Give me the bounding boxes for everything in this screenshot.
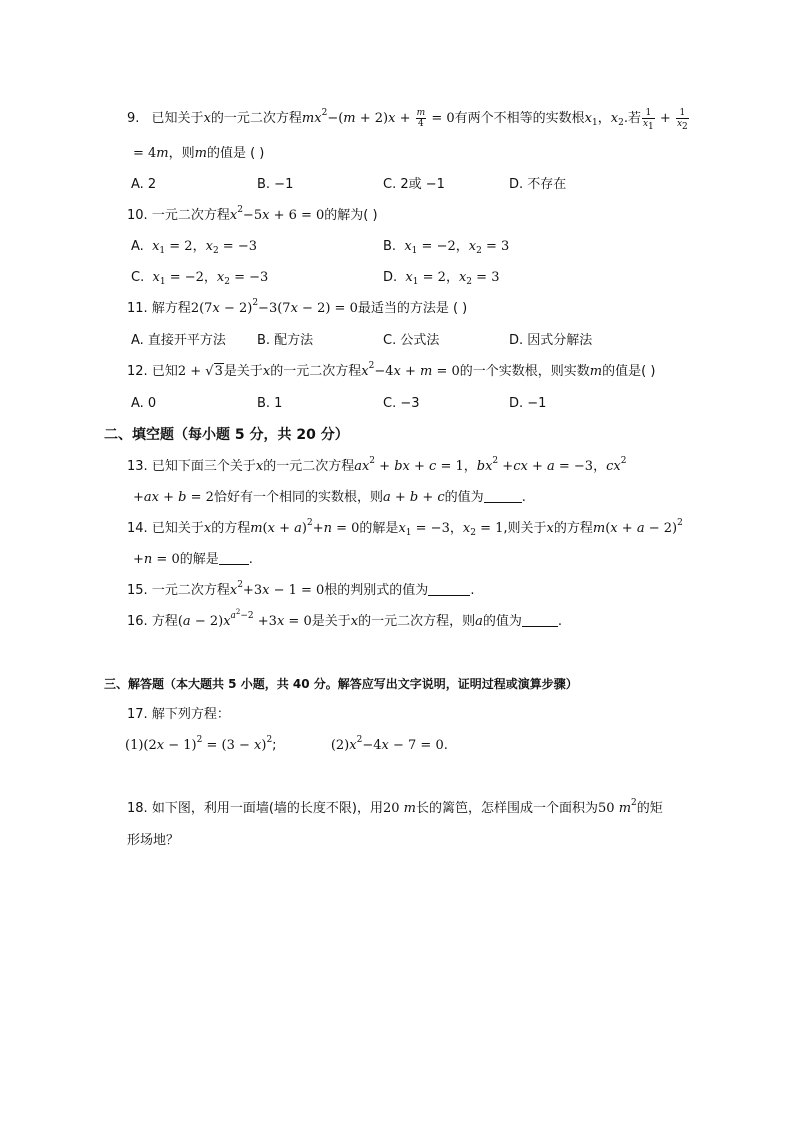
q10-option-c[interactable]: C. $x_1 = -2$，$x_2 = -3$ [131, 270, 269, 287]
question-12: 12. 已知2 + √3是关于x的一元二次方程$x^2-4x + m = 0$的一个实数根，则实数m的值是( ) [127, 362, 655, 382]
question-number: 9. [127, 111, 140, 126]
q11-option-d[interactable]: D. 因式分解法 [509, 333, 593, 348]
question-10: 10. 一元二次方程$x^2-5x + 6 = 0$的解为( ) [127, 205, 378, 223]
answer-blank[interactable] [428, 581, 470, 596]
q10-option-d[interactable]: D. $x_1 = 2$，$x_2 = 3$ [383, 270, 500, 287]
question-15: 15. 一元二次方程$x^2+3x - 1 = 0$根的判别式的值为 . [127, 580, 475, 598]
q12-option-a[interactable]: A. 0 [131, 396, 157, 411]
question-9-line-2: = 4m，则m的值是 ( ) [133, 146, 265, 161]
q12-option-b[interactable]: B. 1 [257, 396, 283, 411]
question-14-line-2: +n = 0的解是 . [133, 552, 253, 567]
question-18-line-2: 形场地？ [127, 833, 180, 848]
q9-option-c[interactable]: C. 2或 −1 [383, 177, 445, 192]
sqrt-symbol: √3 [205, 364, 223, 379]
q12-option-d[interactable]: D. −1 [509, 396, 547, 411]
q10-option-b[interactable]: B. $x_1 = -2$，$x_2 = 3$ [383, 239, 510, 256]
q11-option-a[interactable]: A. 直接开平方法 [131, 333, 226, 348]
q11-option-b[interactable]: B. 配方法 [257, 333, 314, 348]
question-13: 13. 已知下面三个关于x的一元二次方程$ax^2$ + bx + c = 1，$bx^2 +cx + a = -3$，$cx^2$ [127, 456, 627, 474]
q11-option-c[interactable]: C. 公式法 [383, 333, 440, 348]
question-17-equations: $(1)(2x - 1)^2 = (3 - x)^2$; $(2)x^2-4x - 7 = 0$. [125, 735, 448, 753]
question-9: 9. 已知关于x的一元二次方程$mx^2-(m + 2)x$ + $\frac{m}{4}$ = 0有两个不相等的实数根$x_1$，$x_2$.若 $\frac{1}{x_1}$ + $\frac{1}{x_2}$ [127, 108, 688, 132]
answer-blank[interactable] [219, 550, 249, 565]
section-3-title: 三、解答题（本大题共 5 小题，共 40 分。解答应写出文字说明，证明过程或演算步骤） [104, 677, 578, 691]
question-11: 11. 解方程$2(7x - 2)^2-3(7x - 2) = 0$最适当的方法是 ( ) [127, 298, 468, 316]
q12-option-c[interactable]: C. −3 [383, 396, 420, 411]
answer-blank[interactable] [522, 612, 558, 627]
question-16: 16. 方程$(a - 2)x^{a^2-2} +3x = 0$是关于x的一元二次方程，则a的值为 . [127, 608, 563, 629]
question-18: 18. 如下图，利用一面墙(墙的长度不限)，用20 m长的篱笆，怎样围成一个面积为50 $m^2$的矩 [127, 798, 663, 816]
question-13-line-2: +ax + b = 2恰好有一个相同的实数根，则a + b + c的值为 . [133, 490, 526, 505]
section-2-title: 二、填空题（每小题 5 分，共 20 分） [104, 427, 349, 443]
answer-blank[interactable] [484, 488, 522, 503]
q9-option-d[interactable]: D. 不存在 [509, 177, 567, 192]
q9-option-a[interactable]: A. 2 [131, 177, 157, 192]
question-17: 17. 解下列方程： [127, 707, 230, 722]
q9-option-b[interactable]: B. −1 [257, 177, 294, 192]
question-14: 14. 已知关于x的方程$m(x + a)^2+n = 0$的解是$x_1 = -3$，$x_2 = 1$,则关于x的方程$m(x + a - 2)^2$ [127, 518, 683, 538]
q10-option-a[interactable]: A. $x_1 = 2$，$x_2 = -3$ [131, 239, 257, 256]
